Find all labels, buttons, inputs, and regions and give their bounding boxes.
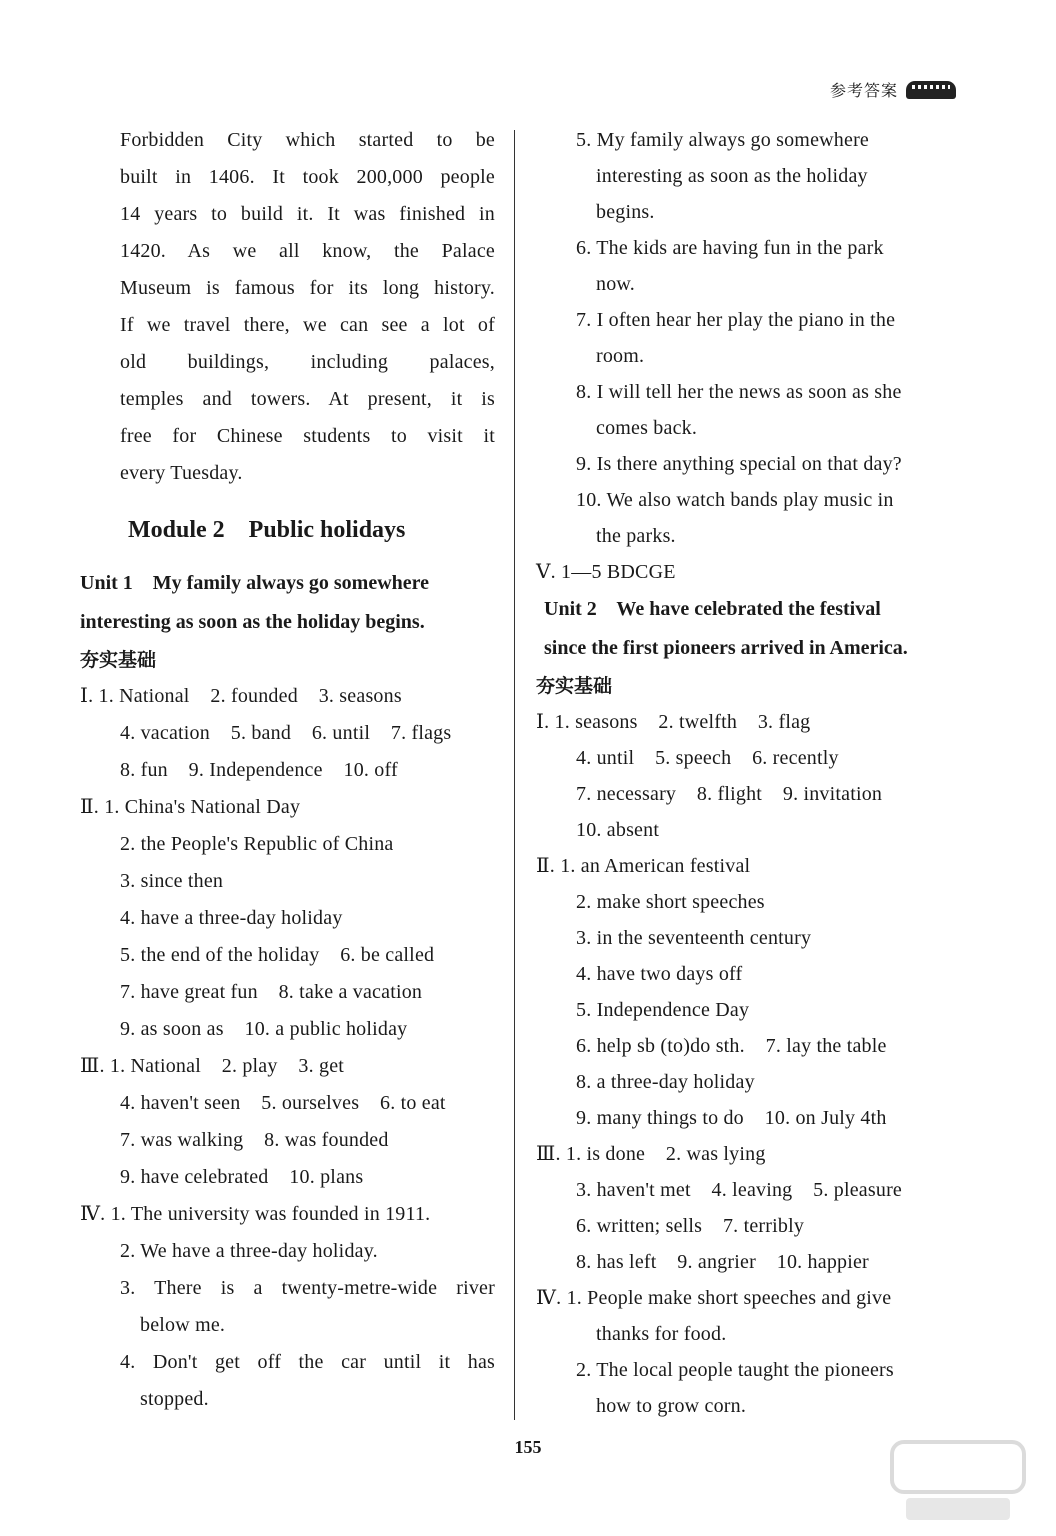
answer-section-1 xyxy=(536,704,956,848)
answer-line: Ⅱ. 1. an American festival xyxy=(536,855,751,877)
answer-line: 7. necessary 8. flight 9. invitation xyxy=(576,783,883,805)
unit-title: since the first pioneers arrived in America. xyxy=(544,637,908,659)
answer-line: 4. have two days off xyxy=(576,963,743,985)
text-line: every Tuesday. xyxy=(120,462,243,484)
answer-line: begins. xyxy=(596,201,655,223)
answer-line: how to grow corn. xyxy=(596,1395,747,1417)
answer-line: interesting as soon as the holiday xyxy=(596,165,868,187)
answer-line: 8. fun 9. Independence 10. off xyxy=(120,759,398,781)
header-decoration-icon xyxy=(906,81,956,99)
answer-line: 4. Don't get off the car until it has xyxy=(120,1351,495,1373)
text-line: old buildings, including palaces, xyxy=(120,351,495,373)
answer-line: 10. We also watch bands play music in xyxy=(576,489,894,511)
answer-section-4 xyxy=(80,1196,495,1418)
answer-line: 6. help sb (to)do sth. 7. lay the table xyxy=(576,1035,887,1057)
answer-section-4 xyxy=(536,1280,956,1424)
answer-line: Ⅲ. 1. National 2. play 3. get xyxy=(80,1055,345,1077)
page-number: 155 xyxy=(514,1437,542,1457)
header-label: 参考答案 xyxy=(829,83,898,100)
answer-line: Ⅲ. 1. is done 2. was lying xyxy=(536,1143,766,1165)
answer-line: 7. was walking 8. was founded xyxy=(120,1129,389,1151)
answer-line: 5. the end of the holiday 6. be called xyxy=(120,944,435,966)
text-line: Forbidden City which started to be xyxy=(120,129,495,151)
page-header xyxy=(830,78,956,101)
translation-items xyxy=(536,122,956,554)
answer-line: 9. as soon as 10. a public holiday xyxy=(120,1018,408,1040)
answer-line: room. xyxy=(596,345,645,367)
answer-line: Ⅰ. 1. National 2. founded 3. seasons xyxy=(80,685,402,707)
answer-line: Ⅳ. 1. People make short speeches and give xyxy=(536,1287,892,1309)
left-column xyxy=(80,122,495,1418)
unit-title: Unit 1 My family always go somewhere xyxy=(80,572,430,594)
column-divider xyxy=(514,130,515,1420)
answer-line: 3. since then xyxy=(120,870,224,892)
answer-line: 2. The local people taught the pioneers xyxy=(576,1359,894,1381)
answer-line: 7. have great fun 8. take a vacation xyxy=(120,981,423,1003)
watermark-logo-icon xyxy=(888,1436,1028,1526)
answer-line: 3. haven't met 4. leaving 5. pleasure xyxy=(576,1179,903,1201)
text-line: 1420. As we all know, the Palace xyxy=(120,240,495,262)
answer-line: 6. written; sells 7. terribly xyxy=(576,1215,805,1237)
text-line: free for Chinese students to visit it xyxy=(120,425,495,447)
answer-section-2 xyxy=(80,789,495,1048)
answer-line: 8. has left 9. angrier 10. happier xyxy=(576,1251,869,1273)
answer-line: 3. There is a twenty-metre-wide river xyxy=(120,1277,495,1299)
answer-line: stopped. xyxy=(140,1388,209,1410)
right-column xyxy=(536,122,956,1424)
answer-line: 9. many things to do 10. on July 4th xyxy=(576,1107,887,1129)
answer-line: 8. a three-day holiday xyxy=(576,1071,755,1093)
text-line: Museum is famous for its long history. xyxy=(120,277,495,299)
answer-line: 5. My family always go somewhere xyxy=(576,129,870,151)
answer-section-3 xyxy=(536,1136,956,1280)
answer-line: 3. in the seventeenth century xyxy=(576,927,812,949)
section-label: 夯实基础 xyxy=(536,675,613,697)
answer-line: thanks for food. xyxy=(596,1323,727,1345)
answer-line: 4. until 5. speech 6. recently xyxy=(576,747,839,769)
answer-section-3 xyxy=(80,1048,495,1196)
answer-section-1 xyxy=(80,678,495,789)
answer-line: 7. I often hear her play the piano in the xyxy=(576,309,896,331)
answer-line: 2. the People's Republic of China xyxy=(120,833,394,855)
answer-line: Ⅰ. 1. seasons 2. twelfth 3. flag xyxy=(536,711,811,733)
unit-title: interesting as soon as the holiday begins. xyxy=(80,611,425,633)
answer-line: 5. Independence Day xyxy=(576,999,750,1021)
answer-line: 8. I will tell her the news as soon as she xyxy=(576,381,902,403)
answer-line: 2. We have a three-day holiday. xyxy=(120,1240,378,1262)
answer-line: 9. have celebrated 10. plans xyxy=(120,1166,364,1188)
answer-line: now. xyxy=(596,273,635,295)
text-line: 14 years to build it. It was finished in xyxy=(120,203,495,225)
unit-title: Unit 2 We have celebrated the festival xyxy=(544,598,881,620)
text-line: If we travel there, we can see a lot of xyxy=(120,314,495,336)
answer-line: Ⅱ. 1. China's National Day xyxy=(80,796,301,818)
answer-line: Ⅳ. 1. The university was founded in 1911. xyxy=(80,1203,431,1225)
text-line: built in 1406. It took 200,000 people xyxy=(120,166,495,188)
text-line: temples and towers. At present, it is xyxy=(120,388,495,410)
section-label: 夯实基础 xyxy=(80,649,157,671)
answer-line: 4. vacation 5. band 6. until 7. flags xyxy=(120,722,452,744)
answer-line: the parks. xyxy=(596,525,676,547)
passage-paragraph xyxy=(80,122,495,492)
answer-line: comes back. xyxy=(596,417,698,439)
module-title: Module 2 Public holidays xyxy=(128,517,406,543)
answer-line: 10. absent xyxy=(576,819,660,841)
answer-line: 9. Is there anything special on that day? xyxy=(576,453,902,475)
answer-section-2 xyxy=(536,848,956,1136)
answer-line: 4. haven't seen 5. ourselves 6. to eat xyxy=(120,1092,446,1114)
answer-line: 2. make short speeches xyxy=(576,891,765,913)
answer-section-5: Ⅴ. 1—5 BDCGE xyxy=(536,561,676,583)
answer-line: 6. The kids are having fun in the park xyxy=(576,237,884,259)
answer-line: below me. xyxy=(140,1314,226,1336)
answer-line: 4. have a three-day holiday xyxy=(120,907,343,929)
